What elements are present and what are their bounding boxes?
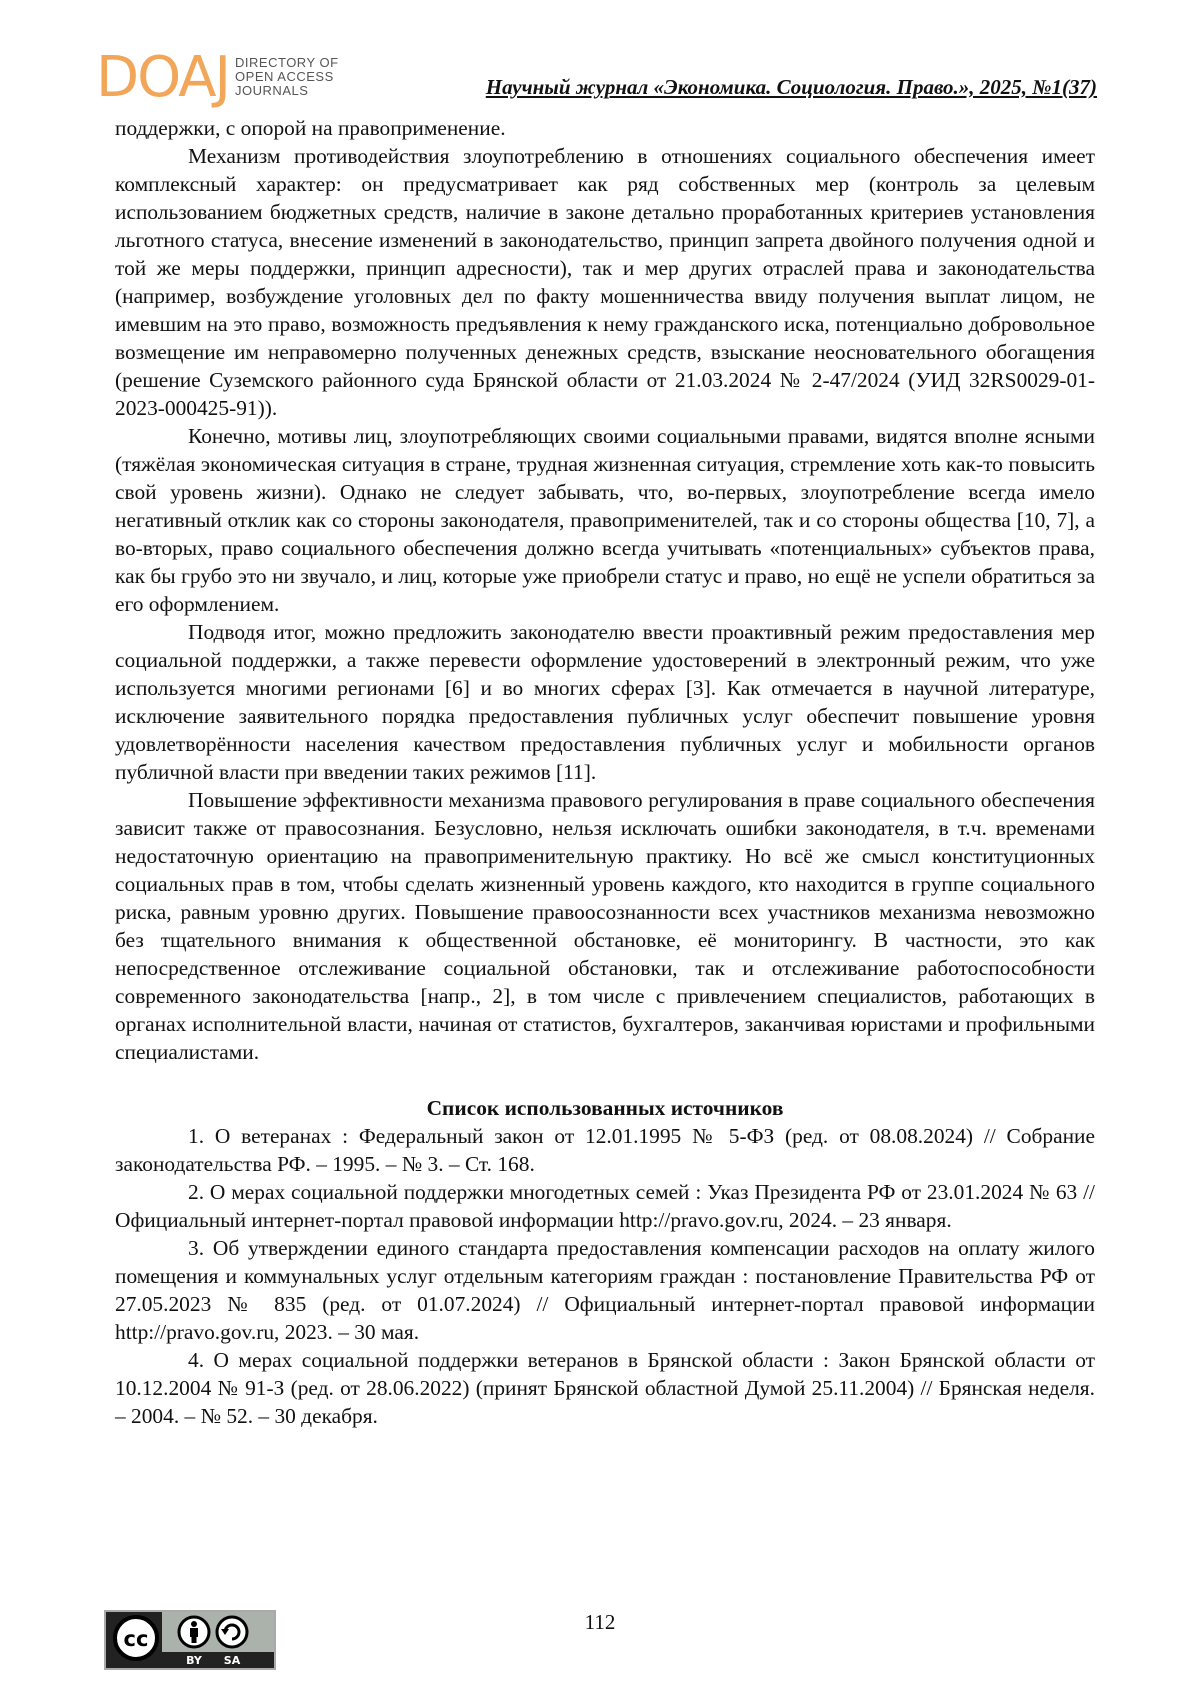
svg-text:cc: cc — [124, 1627, 149, 1651]
article-body — [115, 114, 1095, 1430]
sa-label: SA — [224, 1654, 241, 1667]
doaj-logo-mark: DOAJ — [96, 52, 229, 104]
paragraph: Подводя итог, можно предложить законодателю ввести проактивный режим предоставления мер социальной поддержки, а также перевести оформление удостоверений в электронный режим, что уже используется многими регионами [6] и во многих сферах [3]. Как отмечается в научной литературе, исключение заявительного порядка предоставления публичных услуг обеспечит повышение уровня удовлетворённости населения качеством предоставления публичных услуг и мобильности органов публичной власти при введении таких режимов [11]. — [115, 618, 1095, 786]
reference-item: 4. О мерах социальной поддержки ветеранов в Брянской области : Закон Брянской области от 10.12.2004 № 91-З (ред. от 28.06.2022) (принят Брянской областной Думой 25.11.2004) // Брянская неделя. – 2004. – № 52. – 30 декабря. — [115, 1346, 1095, 1430]
by-label: BY — [186, 1654, 203, 1667]
document-page — [0, 0, 1200, 1697]
reference-item: 1. О ветеранах : Федеральный закон от 12.01.1995 № 5-ФЗ (ред. от 08.08.2024) // Собрание законодательства РФ. – 1995. – № 3. – Ст. 168. — [115, 1122, 1095, 1178]
reference-item: 2. О мерах социальной поддержки многодетных семей : Указ Президента РФ от 23.01.2024 № 63 // Официальный интернет-портал правовой информации http://pravo.gov.ru, 2024. – 23 января. — [115, 1178, 1095, 1234]
paragraph: Механизм противодействия злоупотреблению в отношениях социального обеспечения имеет комплексный характер: он предусматривает как ряд собственных мер (контроль за целевым использованием бюджетных средств, наличие в законе детально проработанных критериев установления льготного статуса, внесение изменений в законодательство, принцип запрета двойного получения одной и той же меры поддержки, принцип адресности), так и мер других отраслей права и законодательства (например, возбуждение уголовных дел по факту мошенничества ввиду получения выплат лицом, не имевшим на это право, возможность предъявления к нему гражданского иска, потенциально добровольное возмещение им неправомерно полученных денежных средств, взыскание неосновательного обогащения (решение Суземского районного суда Брянской области от 21.03.2024 № 2-47/2024 (УИД 32RS0029-01-2023-000425-91)). — [115, 142, 1095, 422]
doaj-logo — [96, 48, 339, 104]
reference-item: 3. Об утверждении единого стандарта предоставления компенсации расходов на оплату жилого помещения и коммунальных услуг отдельным категориям граждан : постановление Правительства РФ от 27.05.2023 № 835 (ред. от 01.07.2024) // Официальный интернет-портал правовой информации http://pravo.gov.ru, 2023. – 30 мая. — [115, 1234, 1095, 1346]
paragraph: Повышение эффективности механизма правового регулирования в праве социального обеспечения зависит также от правосознания. Безусловно, нельзя исключать ошибки законодателя, в т.ч. временами недостаточную ориентацию на правоприменительную практику. Но всё же смысл конституционных социальных прав в том, чтобы сделать жизненный уровень каждого, кто находится в группе социального риска, равным уровню других. Повышение правоосознанности всех участников механизма невозможно без тщательного внимания к общественной обстановке, её мониторингу. В частности, это как непосредственное отслеживание социальной обстановки, так и отслеживание работоспособности современного законодательства [напр., 2], в том числе с привлечением специалистов, работающих в органах исполнительной власти, начиная от статистов, бухгалтеров, заканчивая юристами и профильными специалистами. — [115, 786, 1095, 1066]
journal-header-title: Научный журнал «Экономика. Социология. Право.», 2025, №1(37) — [486, 75, 1097, 100]
page-number: 112 — [0, 1610, 1200, 1635]
paragraph: Конечно, мотивы лиц, злоупотребляющих своими социальными правами, видятся вполне ясными (тяжёлая экономическая ситуация в стране, трудная жизненная ситуация, стремление хоть как-то повысить свой уровень жизни). Однако не следует забывать, что, во-первых, злоупотребление всегда имело негативный отклик как со стороны законодателя, правоприменителей, так и со стороны общества [10, 7], а во-вторых, право социального обеспечения должно всегда учитывать «потенциальных» субъектов права, как бы грубо это ни звучало, и лиц, которые уже приобрели статус и право, но ещё не успели обратиться за его оформлением. — [115, 422, 1095, 618]
doaj-logo-text: DIRECTORY OF OPEN ACCESS JOURNALS — [235, 56, 339, 98]
references-heading: Список использованных источников — [115, 1094, 1095, 1122]
paragraph-continuation: поддержки, с опорой на правоприменение. — [115, 114, 1095, 142]
